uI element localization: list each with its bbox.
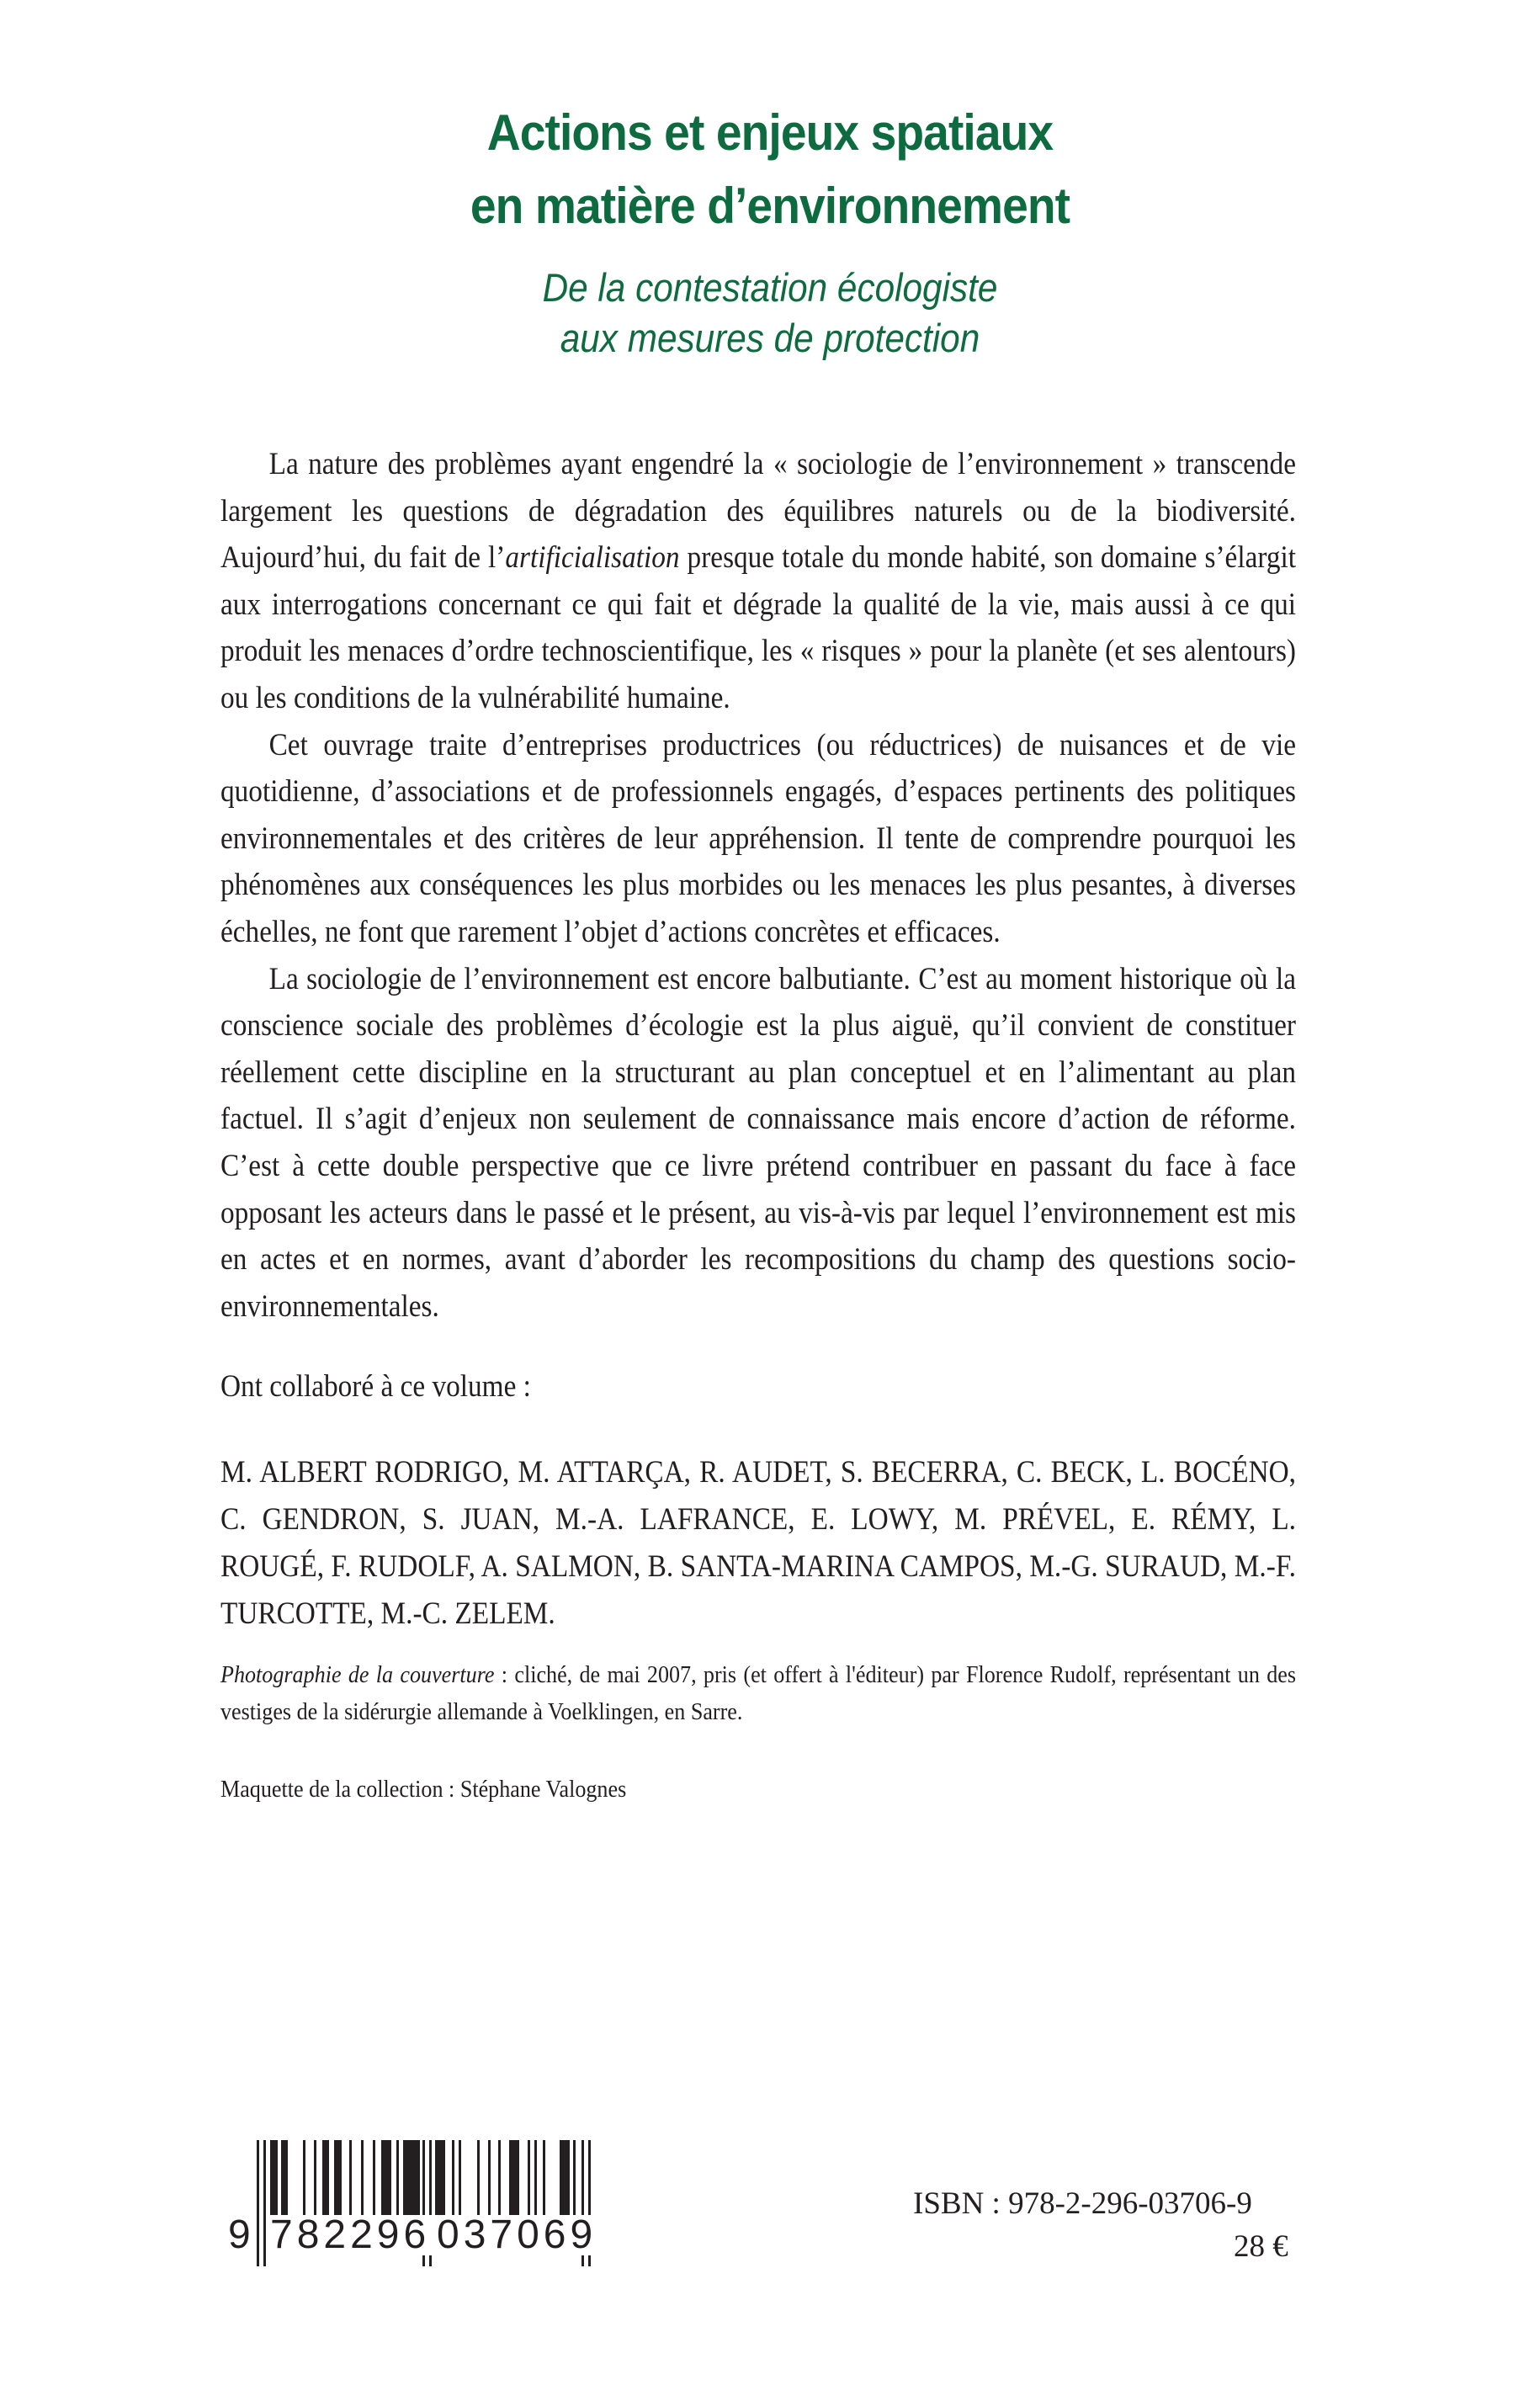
barcode-right-digits: 037069 — [434, 2215, 599, 2255]
contributors-heading: Ont collaboré à ce volume : — [220, 1369, 531, 1404]
blurb — [220, 441, 1296, 1330]
book-subtitle-line1: De la contestation écologiste — [542, 265, 998, 310]
photo-credit: Photographie de la couverture : cliché, de mai 2007, pris (et offert à l'éditeur) par Florence Rudolf, représentant un des vestiges de la sidérurgie allemande à Voelklingen, en Sarre. — [220, 1661, 1296, 1725]
book-title-line2: en matière d’environnement — [470, 178, 1070, 234]
isbn: ISBN : 978-2-296-03706-9 — [913, 2186, 1252, 2221]
blurb-paragraph-2: Cet ouvrage traite d’entreprises productrices (ou réductrices) de nuisances et de vie quotidienne, d’associations et de professionnels engagés, d’espaces pertinents des politiques environnementales et des critères de leur appréhension. Il tente de comprendre pourquoi les phénomènes aux conséquences les plus morbides ou les menaces les plus pesantes, à diverses échelles, ne font que rarement l’objet d’actions concrètes et efficaces. — [220, 727, 1297, 949]
price: 28 € — [1234, 2229, 1288, 2264]
barcode-left-digits: 782296 — [268, 2215, 433, 2255]
italic-term: artificialisation — [505, 540, 680, 576]
layout-credit: Maquette de la collection : Stéphane Valognes — [220, 1776, 627, 1803]
photo-credit-label: Photographie de la couverture — [220, 1661, 495, 1688]
blurb-paragraph-1: La nature des problèmes ayant engendré la « sociologie de l’environnement » transcende largement les questions de dégradation des équilibres naturels ou de la biodiversité. Aujourd’hui, du fait de l’artificialisation presque totale du monde habité, son domaine s’élargit aux interrogations concernant ce qui fait et dégrade la qualité de la vie, mais aussi à ce qui produit les menaces d’ordre technoscientifique, les « risques » pour la planète (et ses alentours) ou les conditions de la vulnérabilité humaine. — [220, 447, 1297, 715]
book-title-line1: Actions et enjeux spatiaux — [486, 104, 1054, 161]
book-subtitle-line2: aux mesures de protection — [560, 316, 980, 360]
contributors-list: M. ALBERT RODRIGO, M. ATTARÇA, R. AUDET, S. BECERRA, C. BECK, L. BOCÉNO, C. GENDRON, S. JUAN, M.-A. LAFRANCE, E. LOWY, M. PRÉVEL, E. RÉMY, L. ROUGÉ, F. RUDOLF, A. SALMON, B. SANTA-MARINA CAMPOS, M.-G. SURAUD, M.-F. TURCOTTE, M.-C. ZELEM. — [220, 1455, 1296, 1631]
barcode-first-digit: 9 — [226, 2215, 253, 2255]
blurb-paragraph-3: La sociologie de l’environnement est encore balbutiante. C’est au moment historique où la conscience sociale des problèmes d’écologie est la plus aiguë, qu’il convient de constituer réellement cette discipline en la structurant au plan conceptuel et en l’alimentant au plan factuel. Il s’agit d’enjeux non seulement de connaissance mais encore d’action de réforme. C’est à cette double perspective que ce livre prétend contribuer en passant du face à face opposant les acteurs dans le passé et le présent, au vis-à-vis par lequel l’environnement est mis en actes et en normes, avant d’aborder les recompositions du champ des questions socio-environnementales. — [220, 961, 1297, 1324]
